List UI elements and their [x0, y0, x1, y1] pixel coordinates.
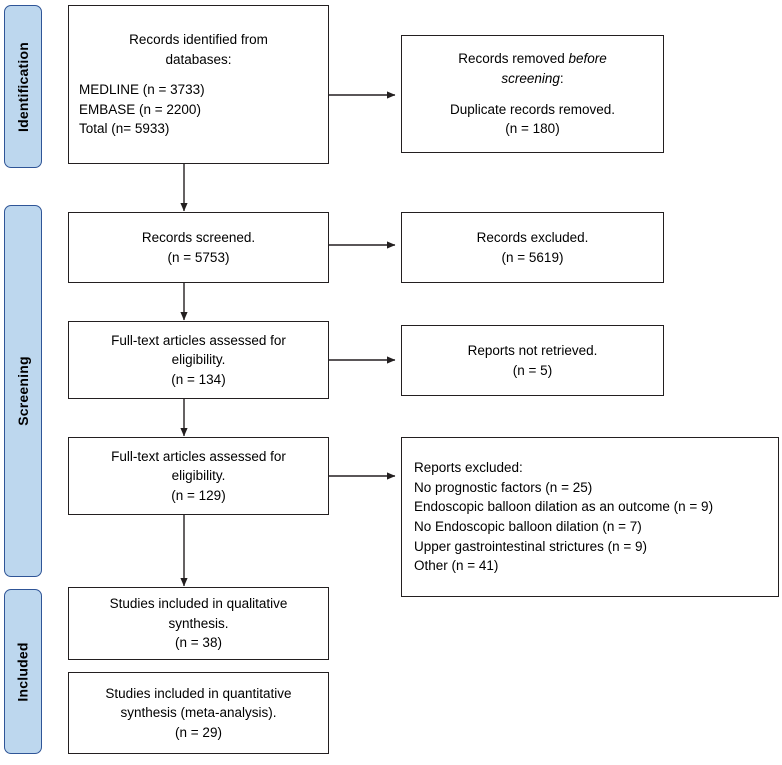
- fulltext-1-line-3: (n = 134): [171, 371, 226, 387]
- records-removed-line-1: [412, 49, 653, 69]
- not-retrieved-line-2: (n = 5): [512, 362, 553, 378]
- box-reports-excluded: [401, 437, 779, 597]
- box-records-identified: [68, 5, 329, 164]
- qualitative-line-1: Studies included in qualitative: [109, 596, 288, 612]
- records-excluded-line-2: (n = 5619): [501, 249, 564, 265]
- box-reports-not-retrieved: [401, 325, 664, 396]
- records-removed-line-1-text: Records removed: [458, 51, 569, 67]
- records-excluded-line-1: Records excluded.: [476, 229, 589, 245]
- records-screened-line-2: (n = 5753): [167, 249, 230, 265]
- fulltext-2-line-3: (n = 129): [171, 487, 226, 503]
- not-retrieved-line-1: Reports not retrieved.: [467, 342, 598, 358]
- box-quantitative-synthesis: [68, 672, 329, 754]
- stage-label-screening-text: Screening: [15, 356, 31, 426]
- quantitative-line-3: (n = 29): [175, 724, 222, 740]
- qualitative-line-3: (n = 38): [175, 635, 222, 651]
- reports-excluded-line-1: Reports excluded:: [414, 460, 523, 476]
- reports-excluded-line-6: Other (n = 41): [414, 558, 499, 574]
- qualitative-line-2: synthesis.: [168, 615, 229, 631]
- records-screened-line-1: Records screened.: [141, 229, 256, 245]
- stage-label-identification-text: Identification: [15, 41, 32, 132]
- records-removed-line-4: (n = 180): [505, 121, 560, 137]
- records-removed-line-2-tail: :: [559, 70, 564, 86]
- records-identified-medline: MEDLINE (n = 3733): [79, 82, 205, 98]
- reports-excluded-line-2: No prognostic factors (n = 25): [414, 479, 593, 495]
- records-removed-line-3: Duplicate records removed.: [449, 101, 616, 117]
- fulltext-2-line-1: Full-text articles assessed for: [111, 448, 286, 464]
- fulltext-2-line-2: eligibility.: [171, 468, 226, 484]
- quantitative-line-2: synthesis (meta-analysis).: [120, 705, 277, 721]
- box-records-removed: [401, 35, 664, 153]
- fulltext-1-line-2: eligibility.: [171, 352, 226, 368]
- records-identified-line-2: databases:: [165, 51, 232, 67]
- box-records-excluded: [401, 212, 664, 283]
- records-identified-embase: EMBASE (n = 2200): [79, 101, 201, 117]
- reports-excluded-line-4: No Endoscopic balloon dilation (n = 7): [414, 519, 642, 534]
- box-fulltext-assessed-1: [68, 321, 329, 399]
- records-removed-line-2-italic: screening: [501, 70, 560, 86]
- reports-excluded-line-3: Endoscopic balloon dilation as an outcome (n = 9): [414, 499, 714, 515]
- stage-label-included-text: Included: [15, 641, 32, 702]
- fulltext-1-line-1: Full-text articles assessed for: [111, 332, 286, 348]
- records-identified-total: Total (n= 5933): [79, 121, 170, 137]
- reports-excluded-line-5: Upper gastrointestinal strictures (n = 9): [414, 538, 647, 554]
- quantitative-line-1: Studies included in quantitative: [105, 685, 292, 701]
- box-fulltext-assessed-2: [68, 437, 329, 515]
- box-qualitative-synthesis: [68, 587, 329, 660]
- records-removed-line-2: [412, 69, 653, 89]
- records-identified-line-1: Records identified from: [129, 32, 268, 48]
- box-records-screened: [68, 212, 329, 283]
- records-removed-line-1-italic: before: [568, 51, 607, 67]
